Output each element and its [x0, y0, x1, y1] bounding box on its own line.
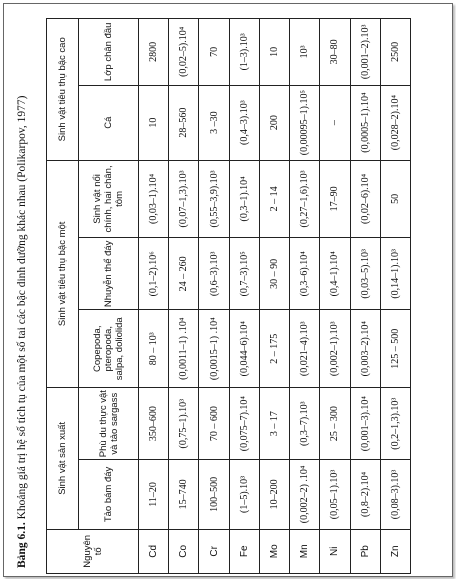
- column-header: Tảo bám đáy: [79, 460, 139, 529]
- value-cell: (0,4–1).10⁴: [320, 238, 350, 310]
- element-cell: Cd: [139, 529, 169, 573]
- value-cell: 100–500: [199, 460, 229, 529]
- value-cell: (0,8–2).10⁴: [350, 460, 380, 529]
- element-cell: Mo: [259, 529, 289, 573]
- caption-text: Khoảng giá trị hệ số tích tụ của một số tai các bậc dinh dưỡng khác nhau (Polikarpov, 1977): [16, 95, 28, 520]
- value-cell: (0,028–2).10⁴: [380, 85, 410, 160]
- document-page: [3, 3, 453, 577]
- value-cell: 10: [259, 19, 289, 86]
- element-cell: Fe: [229, 529, 259, 573]
- value-cell: (0,02–6).10⁴: [350, 160, 380, 238]
- group-header: Sinh vật tiêu thụ bậc một: [47, 160, 79, 388]
- value-cell: (0,6–3).10³: [199, 238, 229, 310]
- value-cell: 3 – 17: [259, 388, 289, 460]
- value-cell: (0,03–1).10⁴: [139, 160, 169, 238]
- table-row: [139, 19, 169, 574]
- value-cell: 200: [259, 85, 289, 160]
- data-table: [46, 18, 411, 574]
- value-cell: (0,3–6).10⁴: [290, 238, 320, 310]
- value-cell: (0,001–2).10³: [350, 19, 380, 86]
- value-cell: (0,00095–1).10⁵: [290, 85, 320, 160]
- value-cell: (0,021–4).10³: [290, 310, 320, 388]
- caption-number: Bảng 6.1.: [16, 522, 28, 568]
- value-cell: (0,2–1,3).10³: [380, 388, 410, 460]
- value-cell: 30–80: [320, 19, 350, 86]
- value-cell: (0,05–1).10³: [320, 460, 350, 529]
- value-cell: (0,4–3).10³: [229, 85, 259, 160]
- value-cell: 24 – 260: [169, 238, 199, 310]
- value-cell: (0,03–5).10³: [350, 238, 380, 310]
- value-cell: (0,02–5).10⁴: [169, 19, 199, 86]
- element-cell: Zn: [380, 529, 410, 573]
- value-cell: 70: [199, 19, 229, 86]
- table-row: [259, 19, 289, 574]
- table-row: [380, 19, 410, 574]
- value-cell: (0,3–7).10³: [290, 388, 320, 460]
- value-cell: 2800: [139, 19, 169, 86]
- value-cell: (0,075–7).10⁴: [229, 388, 259, 460]
- value-cell: 80 – 10³: [139, 310, 169, 388]
- value-cell: 350–600: [139, 388, 169, 460]
- column-header: Lớp chân đầu: [79, 19, 139, 86]
- value-cell: 2 – 14: [259, 160, 289, 238]
- table-row: [290, 19, 320, 574]
- value-cell: (0,27–1,6).10³: [290, 160, 320, 238]
- value-cell: (0,002–2) .10⁴: [290, 460, 320, 529]
- column-header: Cá: [79, 85, 139, 160]
- value-cell: (0,07–1,3).10³: [169, 160, 199, 238]
- column-header: Copepoda, pteropoda, salpa, doliolida: [79, 310, 139, 388]
- value-cell: 28–560: [169, 85, 199, 160]
- value-cell: (0,08–3).10³: [380, 460, 410, 529]
- value-cell: 25 – 300: [320, 388, 350, 460]
- value-cell: 10: [139, 85, 169, 160]
- value-cell: 50: [380, 160, 410, 238]
- value-cell: 70 – 600: [199, 388, 229, 460]
- value-cell: (0,003–2).10⁴: [350, 310, 380, 388]
- value-cell: (0,001–3).10⁴: [350, 388, 380, 460]
- element-cell: Pb: [350, 529, 380, 573]
- value-cell: 125 – 500: [380, 310, 410, 388]
- header-element: Nguyên tố: [47, 529, 139, 573]
- column-header: Phù du thực vật và tảo sargass: [79, 388, 139, 460]
- element-cell: Mn: [290, 529, 320, 573]
- rotated-content: [10, 14, 450, 574]
- group-header: Sinh vật sản xuất: [47, 388, 79, 530]
- value-cell: 2500: [380, 19, 410, 86]
- table-row: [320, 19, 350, 574]
- value-cell: (0,0011–1) .10⁴: [169, 310, 199, 388]
- element-cell: Ni: [320, 529, 350, 573]
- value-cell: (0,3–1).10⁴: [229, 160, 259, 238]
- value-cell: 30 – 90: [259, 238, 289, 310]
- table-row: [199, 19, 229, 574]
- table-row: [350, 19, 380, 574]
- element-cell: Co: [169, 529, 199, 573]
- value-cell: 3 –30: [199, 85, 229, 160]
- table-caption: [15, 18, 29, 568]
- element-cell: Cr: [199, 529, 229, 573]
- table-row: [229, 19, 259, 574]
- value-cell: (0,002–1).10³: [320, 310, 350, 388]
- value-cell: (0,7–3).10⁵: [229, 238, 259, 310]
- value-cell: (0,75–1).10³: [169, 388, 199, 460]
- value-cell: 17–90: [320, 160, 350, 238]
- value-cell: 2 – 175: [259, 310, 289, 388]
- value-cell: (0,14–1).10³: [380, 238, 410, 310]
- value-cell: (1–5).10³: [229, 460, 259, 529]
- value-cell: (0,044–6).10⁴: [229, 310, 259, 388]
- value-cell: (0,55–3,9).10³: [199, 160, 229, 238]
- value-cell: (1–3).10³: [229, 19, 259, 86]
- value-cell: –: [320, 85, 350, 160]
- value-cell: 10–200: [259, 460, 289, 529]
- value-cell: (0,0005–1).10⁴: [350, 85, 380, 160]
- table-row: [169, 19, 199, 574]
- value-cell: 10³: [290, 19, 320, 86]
- column-header: Sinh vật nổi chính, hai chân, tôm: [79, 160, 139, 238]
- value-cell: (0,1–2).10⁶: [139, 238, 169, 310]
- value-cell: (0,0015–1) .10⁴: [199, 310, 229, 388]
- value-cell: 11–20: [139, 460, 169, 529]
- column-header: Nhuyễn thể đáy: [79, 238, 139, 310]
- group-header: Sinh vật tiêu thụ bậc cao: [47, 19, 79, 161]
- value-cell: 15–740: [169, 460, 199, 529]
